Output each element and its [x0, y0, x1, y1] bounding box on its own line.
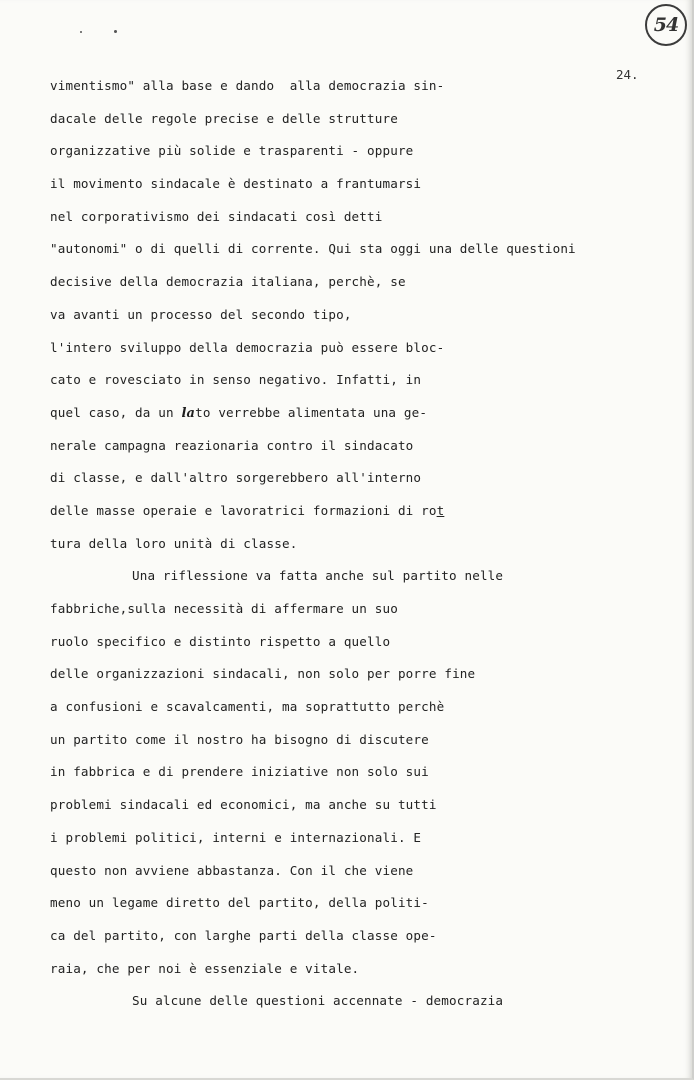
typewritten-body: [50, 73, 650, 1021]
text-line: decisive della democrazia italiana, perchè, se: [50, 274, 406, 290]
scan-speck: [114, 30, 117, 33]
text-line: [50, 400, 650, 433]
text-line: ruolo specifico e distinto rispetto a quello: [50, 633, 391, 649]
handwritten-correction: la: [181, 405, 196, 421]
text-line: un partito come il nostro ha bisogno di discutere: [50, 731, 429, 747]
text-line: va avanti un processo del secondo tipo,: [50, 306, 352, 322]
text-segment: to verrebbe alimentata una ge-: [195, 404, 428, 420]
text-segment: quel caso, da un: [50, 404, 182, 420]
text-line: questo non avviene abbastanza. Con il che viene: [50, 862, 414, 878]
scan-speck: [80, 31, 82, 33]
text-line: raia, che per noi è essenziale e vitale.: [50, 960, 360, 976]
text-line: nerale campagna reazionaria contro il sindacato: [50, 437, 414, 453]
text-segment: delle masse operaie e lavoratrici formazioni di ro: [50, 502, 437, 518]
text-line: [50, 498, 650, 531]
text-line: in fabbrica e di prendere iniziative non solo sui: [50, 764, 429, 780]
text-line: fabbriche,sulla necessità di affermare un suo: [50, 601, 398, 616]
underlined-character: t: [436, 502, 445, 518]
text-line: il movimento sindacale è destinato a frantumarsi: [50, 176, 422, 192]
text-line: i problemi politici, interni e internazionali. E: [50, 829, 422, 845]
text-line: "autonomi" o di quelli di corrente. Qui sta oggi una delle questioni: [50, 241, 576, 257]
text-line: ca del partito, con larghe parti della classe ope-: [50, 927, 437, 943]
text-line: dacale delle regole precise e delle strutture: [50, 110, 398, 126]
text-line: nel corporativismo dei sindacati così detti: [50, 208, 383, 224]
paragraph-start-line: Su alcune delle questioni accennate - democrazia: [132, 993, 504, 1009]
page-number: 24.: [616, 67, 639, 82]
text-line: organizzative più solide e trasparenti - oppure: [50, 143, 414, 159]
text-line: di classe, e dall'altro sorgerebbero all'interno: [50, 470, 422, 486]
text-line: problemi sindacali ed economici, ma anche su tutti: [50, 797, 437, 813]
text-line: tura della loro unità di classe.: [50, 535, 298, 551]
text-line: meno un legame diretto del partito, della politi-: [50, 895, 429, 911]
archive-number-stamp: 54: [645, 4, 687, 46]
paragraph-start-line: Una riflessione va fatta anche sul partito nelle: [132, 568, 504, 584]
text-line: delle organizzazioni sindacali, non solo per porre fine: [50, 666, 476, 682]
text-line: cato e rovesciato in senso negativo. Infatti, in: [50, 372, 422, 388]
text-line: l'intero sviluppo della democrazia può essere bloc-: [50, 339, 445, 355]
text-line: a confusioni e scavalcamenti, ma soprattutto perchè: [50, 699, 445, 715]
text-line: vimentismo" alla base e dando alla democrazia sin-: [50, 78, 445, 93]
